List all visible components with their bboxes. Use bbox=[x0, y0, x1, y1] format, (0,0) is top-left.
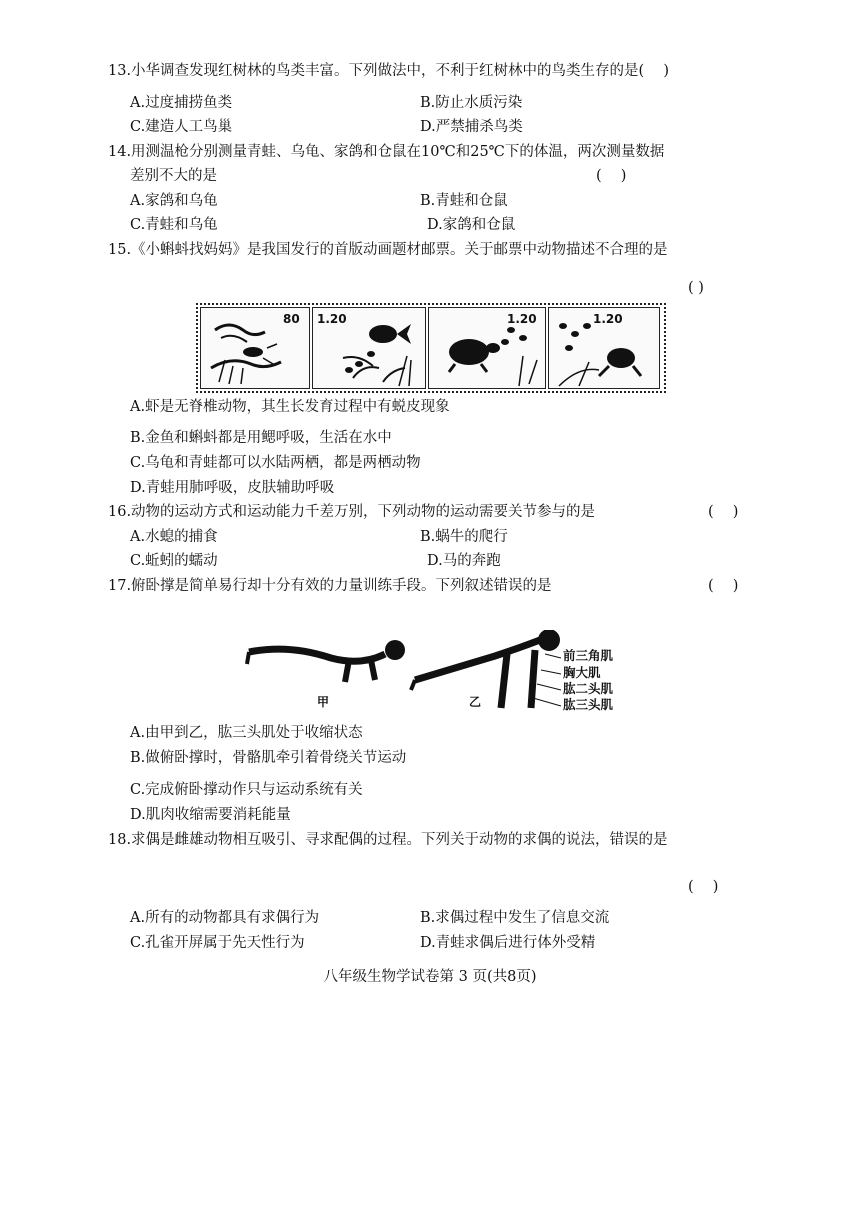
label-pectoralis-major: 胸大肌 bbox=[563, 665, 601, 680]
label-anterior-deltoid: 前三角肌 bbox=[563, 648, 614, 663]
q17-option-c: C.完成俯卧撑动作只与运动系统有关 bbox=[130, 782, 363, 798]
q13-option-b: B.防止水质污染 bbox=[420, 95, 523, 111]
q14-option-b: B.青蛙和仓鼠 bbox=[420, 193, 508, 209]
q18-option-a: A.所有的动物都具有求偶行为 bbox=[130, 910, 320, 926]
stamp-1 bbox=[200, 307, 310, 389]
q18-option-d: D.青蛙求偶后进行体外受精 bbox=[420, 935, 596, 951]
q17-option-a: A.由甲到乙，肱三头肌处于收缩状态 bbox=[130, 725, 363, 741]
q15-option-d: D.青蛙用肺呼吸，皮肤辅助呼吸 bbox=[130, 480, 335, 496]
q15-answer-paren: ( ) bbox=[688, 280, 704, 296]
q13-option-a: A.过度捕捞鱼类 bbox=[130, 95, 233, 111]
q16-answer-paren: ( ) bbox=[708, 504, 739, 520]
question-18-stem: 18.求偶是雌雄动物相互吸引、寻求配偶的过程。下列关于动物的求偶的说法，错误的是 bbox=[108, 832, 668, 848]
q14-option-c: C.青蛙和乌龟 bbox=[130, 217, 218, 233]
q15-option-a: A.虾是无脊椎动物，其生长发育过程中有蜕皮现象 bbox=[130, 399, 450, 415]
q17-answer-paren: ( ) bbox=[708, 578, 739, 594]
q14-answer-paren: ( ) bbox=[596, 168, 627, 184]
label-triceps: 肱三头肌 bbox=[563, 697, 614, 712]
stamp-3-value: 1.20 bbox=[507, 312, 537, 326]
q16-option-b: B.蜗牛的爬行 bbox=[420, 529, 508, 545]
q17-option-d: D.肌肉收缩需要消耗能量 bbox=[130, 807, 291, 823]
stamp-2-value: 1.20 bbox=[317, 312, 347, 326]
pushup-illustration bbox=[245, 630, 615, 715]
q16-option-d: D.马的奔跑 bbox=[427, 553, 501, 569]
q16-option-c: C.蚯蚓的蠕动 bbox=[130, 553, 218, 569]
q15-option-b: B.金鱼和蝌蚪都是用鳃呼吸，生活在水中 bbox=[130, 430, 392, 446]
question-16-stem: 16.动物的运动方式和运动能力千差万别，下列动物的运动需要关节参与的是 bbox=[108, 504, 596, 520]
q18-option-b: B.求偶过程中发生了信息交流 bbox=[420, 910, 610, 926]
stamp-strip-image bbox=[196, 303, 666, 393]
question-13-stem: 13.小华调查发现红树林的鸟类丰富。下列做法中，不利于红树林中的鸟类生存的是( ) bbox=[108, 63, 669, 79]
stamp-4-value: 1.20 bbox=[593, 312, 623, 326]
q13-option-c: C.建造人工鸟巢 bbox=[130, 119, 233, 135]
pushup-figure bbox=[245, 630, 615, 715]
q13-option-d: D.严禁捕杀鸟类 bbox=[420, 119, 523, 135]
figure-label-jia: 甲 bbox=[317, 695, 330, 709]
q15-option-c: C.乌龟和青蛙都可以水陆两栖，都是两栖动物 bbox=[130, 455, 421, 471]
stamp-4 bbox=[548, 307, 660, 389]
stamp-2 bbox=[312, 307, 426, 389]
stamp-3 bbox=[428, 307, 546, 389]
stamp-1-value: 80 bbox=[283, 312, 300, 326]
page-footer: 八年级生物学试卷第 3 页(共8页) bbox=[323, 969, 537, 985]
q18-answer-paren: ( ) bbox=[688, 879, 719, 895]
q17-option-b: B.做俯卧撑时，骨骼肌牵引着骨绕关节运动 bbox=[130, 750, 407, 766]
question-14-stem-line1: 14.用测温枪分别测量青蛙、乌龟、家鸽和仓鼠在10℃和25℃下的体温，两次测量数据 bbox=[108, 144, 665, 160]
question-17-stem: 17.俯卧撑是简单易行却十分有效的力量训练手段。下列叙述错误的是 bbox=[108, 578, 552, 594]
q18-option-c: C.孔雀开屏属于先天性行为 bbox=[130, 935, 305, 951]
q16-option-a: A.水螅的捕食 bbox=[130, 529, 218, 545]
question-14-stem-line2: 差别不大的是 bbox=[130, 168, 217, 184]
question-15-stem: 15.《小蝌蚪找妈妈》是我国发行的首版动画题材邮票。关于邮票中动物描述不合理的是 bbox=[108, 242, 668, 258]
label-biceps: 肱二头肌 bbox=[563, 681, 614, 696]
q14-option-d: D.家鸽和仓鼠 bbox=[427, 217, 516, 233]
q14-option-a: A.家鸽和乌龟 bbox=[130, 193, 218, 209]
figure-label-yi: 乙 bbox=[469, 695, 482, 709]
